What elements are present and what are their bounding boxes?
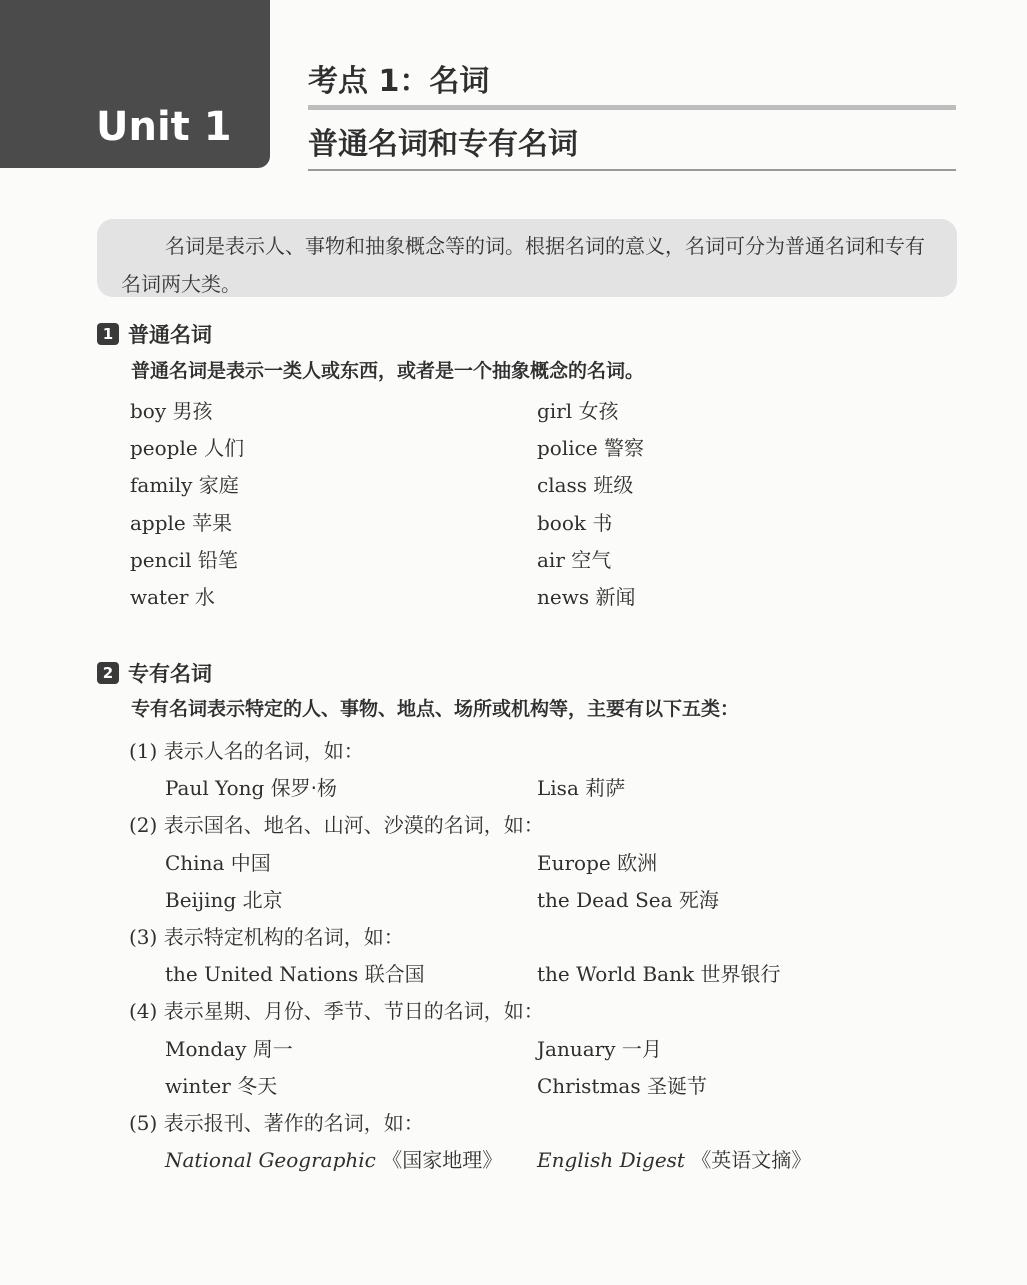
vocab-chinese: 水	[194, 585, 215, 609]
vocab-entry	[130, 581, 215, 610]
category-number: (2)	[129, 813, 158, 838]
vocab-entry	[165, 1070, 277, 1099]
vocab-english: Lisa	[537, 776, 579, 801]
category-heading	[129, 735, 364, 764]
vocab-english: Christmas	[537, 1073, 641, 1098]
vocab-entry	[537, 1144, 811, 1173]
section-2-number: 2	[97, 662, 119, 684]
category-heading	[129, 921, 404, 950]
vocab-english: news	[537, 585, 590, 609]
vocab-chinese: 圣诞节	[646, 1073, 707, 1098]
category-text: 表示星期、月份、季节、节日的名词，如：	[163, 999, 544, 1024]
vocab-entry	[537, 772, 625, 801]
section-1-title: 普通名词	[128, 323, 212, 347]
vocab-entry	[537, 884, 719, 913]
vocab-chinese: 空气	[571, 547, 612, 572]
vocab-english: pencil	[130, 547, 192, 572]
vocab-entry	[130, 432, 244, 461]
category-number: (5)	[129, 1111, 158, 1135]
vocab-chinese: 联合国	[364, 962, 425, 987]
category-text: 表示报刊、著作的名词，如：	[163, 1111, 424, 1135]
vocab-entry	[165, 847, 271, 876]
vocab-chinese: 《英语文摘》	[691, 1148, 812, 1173]
vocab-chinese: 家庭	[198, 473, 239, 498]
vocab-english: the Dead Sea	[537, 887, 673, 912]
category-text: 表示国名、地名、山河、沙漠的名词，如：	[163, 813, 544, 838]
vocab-entry	[537, 581, 635, 610]
vocab-chinese: 死海	[678, 887, 719, 912]
vocab-chinese: 周一	[252, 1036, 293, 1061]
vocab-english: police	[537, 436, 598, 461]
vocab-chinese: 冬天	[237, 1073, 278, 1098]
vocab-entry	[537, 469, 633, 498]
vocab-chinese: 莉萨	[585, 776, 626, 801]
vocab-english: China	[165, 850, 225, 875]
category-heading	[129, 1107, 424, 1136]
vocab-chinese: 书	[592, 510, 613, 535]
vocab-english: apple	[130, 510, 186, 535]
vocab-chinese: 《国家地理》	[382, 1148, 503, 1173]
vocab-entry	[537, 395, 619, 424]
vocab-entry	[537, 432, 644, 461]
vocab-chinese: 警察	[604, 436, 645, 461]
intro-box	[97, 219, 957, 297]
vocab-english: Monday	[165, 1036, 247, 1061]
vocab-entry	[130, 469, 239, 498]
vocab-chinese: 世界银行	[700, 962, 781, 987]
vocab-english: book	[537, 510, 587, 535]
vocab-english: class	[537, 473, 588, 498]
section-1-heading	[97, 319, 212, 349]
vocab-chinese: 班级	[593, 473, 634, 498]
vocab-chinese: 中国	[230, 850, 271, 875]
section-2-description: 专有名词表示特定的人、事物、地点、场所或机构等，主要有以下五类：	[131, 698, 740, 720]
vocab-entry	[537, 544, 611, 573]
vocab-entry	[165, 958, 425, 987]
vocab-chinese: 欧洲	[617, 850, 658, 875]
vocab-english: winter	[165, 1073, 231, 1098]
vocab-entry	[165, 772, 337, 801]
vocab-entry	[537, 1070, 707, 1099]
topic-title: 普通名词和专有名词	[308, 127, 578, 162]
section-2-title: 专有名词	[128, 662, 212, 686]
vocab-chinese: 一月	[621, 1036, 662, 1061]
title-divider	[308, 105, 956, 110]
section-2-heading	[97, 658, 212, 688]
vocab-entry	[165, 1144, 502, 1173]
vocab-english: family	[130, 473, 193, 498]
kaodian-title: 考点 1：名词	[308, 64, 490, 99]
unit-banner	[0, 0, 270, 168]
vocab-chinese: 保罗·杨	[270, 776, 338, 801]
intro-text: 名词是表示人、事物和抽象概念等的词。根据名词的意义，名词可分为普通名词和专有名词两大类。	[121, 234, 925, 296]
vocab-english: the World Bank	[537, 962, 695, 987]
vocab-english: January	[537, 1036, 616, 1061]
vocab-english: Beijing	[165, 887, 237, 912]
vocab-english: Paul Yong	[165, 776, 265, 801]
vocab-english: English Digest	[537, 1148, 685, 1173]
vocab-english: water	[130, 585, 189, 609]
category-text: 表示特定机构的名词，如：	[163, 925, 404, 949]
vocab-entry	[537, 507, 612, 536]
topic-divider	[308, 169, 956, 171]
category-text: 表示人名的名词，如：	[163, 739, 364, 763]
vocab-entry	[165, 1033, 293, 1062]
vocab-entry	[537, 1033, 662, 1062]
vocab-entry	[537, 847, 657, 876]
vocab-english: girl	[537, 399, 573, 423]
category-number: (4)	[129, 999, 158, 1024]
vocab-chinese: 苹果	[192, 510, 233, 535]
section-1-number: 1	[97, 323, 119, 345]
category-heading	[129, 995, 544, 1024]
vocab-chinese: 人们	[204, 436, 245, 461]
section-1-description: 普通名词是表示一类人或东西，或者是一个抽象概念的名词。	[131, 360, 645, 382]
vocab-entry	[130, 395, 213, 424]
vocab-chinese: 北京	[242, 887, 283, 912]
unit-label: Unit 1	[96, 104, 232, 150]
vocab-english: the United Nations	[165, 962, 359, 987]
vocab-chinese: 女孩	[578, 399, 619, 423]
vocab-english: people	[130, 436, 198, 461]
vocab-chinese: 新闻	[595, 585, 636, 609]
category-number: (3)	[129, 925, 158, 949]
vocab-entry	[537, 958, 780, 987]
category-number: (1)	[129, 739, 158, 763]
vocab-english: boy	[130, 399, 167, 423]
vocab-entry	[130, 507, 232, 536]
vocab-chinese: 铅笔	[197, 547, 238, 572]
vocab-english: Europe	[537, 850, 611, 875]
vocab-entry	[130, 544, 238, 573]
vocab-english: air	[537, 547, 565, 572]
vocab-english: National Geographic	[165, 1148, 376, 1173]
vocab-chinese: 男孩	[172, 399, 213, 423]
vocab-entry	[165, 884, 283, 913]
category-heading	[129, 809, 544, 838]
